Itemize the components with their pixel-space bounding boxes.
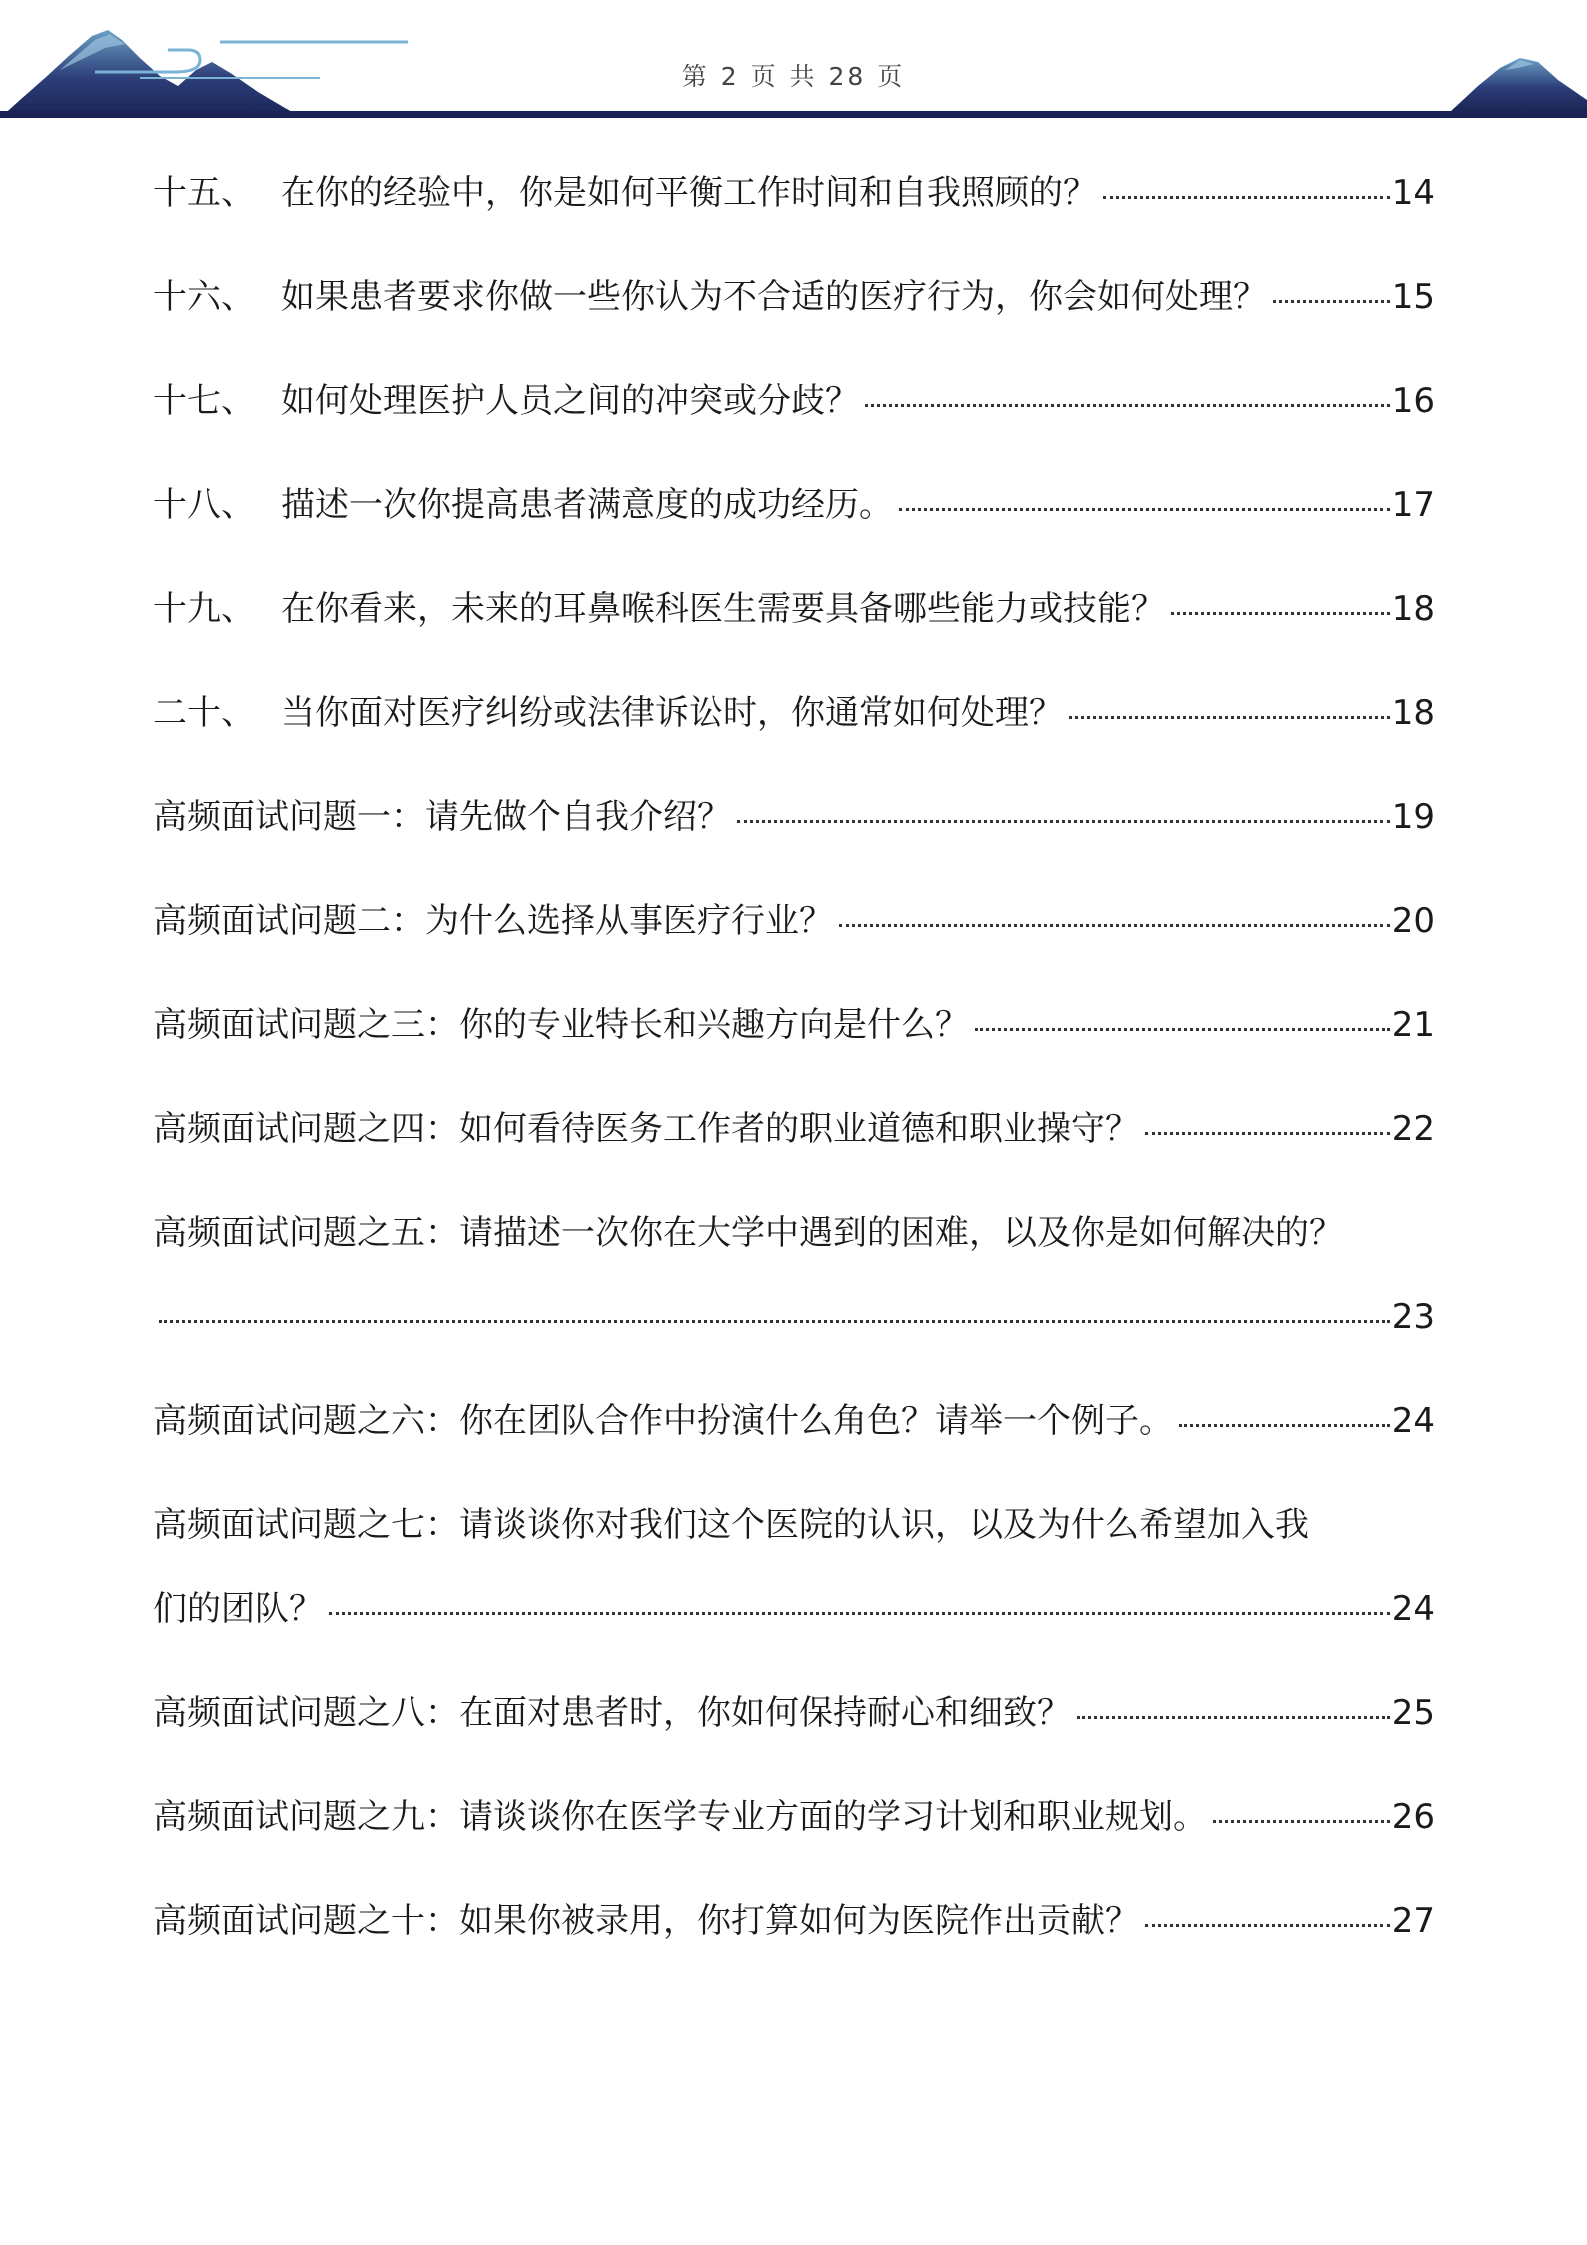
toc-entry-title: 高频面试问题之五：请描述一次你在大学中遇到的困难，以及你是如何解决的？	[153, 1213, 1343, 1253]
toc-entry-number: 二十、	[153, 693, 255, 733]
toc-entry[interactable]	[153, 1213, 1435, 1337]
page-number-label: 第 2 页 共 28 页	[681, 62, 906, 91]
toc-entry-number: 十八、	[153, 485, 255, 525]
toc-leader-dots	[1213, 1820, 1390, 1823]
toc-leader-dots	[899, 508, 1390, 511]
page-header	[0, 0, 1587, 125]
toc-entry-title-continued: 们的团队？	[153, 1589, 323, 1629]
toc-entry-number: 十七、	[153, 381, 255, 421]
toc-leader-dots	[1171, 612, 1390, 615]
toc-entry-title: 高频面试问题之九：请谈谈你在医学专业方面的学习计划和职业规划。	[153, 1797, 1207, 1837]
toc-entry-title: 高频面试问题之十：如果你被录用，你打算如何为医院作出贡献？	[153, 1901, 1139, 1941]
toc-entry[interactable]	[153, 1109, 1435, 1149]
toc-entry-page: 20	[1391, 901, 1435, 941]
toc-entry[interactable]	[153, 1005, 1435, 1045]
toc-entry-page: 18	[1391, 693, 1435, 733]
toc-entry-title: 如何处理医护人员之间的冲突或分歧？	[281, 381, 859, 421]
toc-leader-dots	[975, 1028, 1390, 1031]
toc-entry[interactable]	[153, 589, 1435, 629]
toc-entry-page: 24	[1391, 1401, 1435, 1441]
toc-leader-dots	[1069, 716, 1390, 719]
toc-entry-number: 十六、	[153, 277, 255, 317]
toc-entry-title: 高频面试问题之三：你的专业特长和兴趣方向是什么？	[153, 1005, 969, 1045]
toc-entry-title: 高频面试问题二：为什么选择从事医疗行业？	[153, 901, 833, 941]
toc-leader-dots	[329, 1612, 1390, 1615]
toc-entry-number: 十五、	[153, 173, 255, 213]
toc-entry-page: 27	[1391, 1901, 1435, 1941]
toc-entry[interactable]	[153, 901, 1435, 941]
toc-leader-dots	[1077, 1716, 1390, 1719]
toc-leader-dots	[1179, 1424, 1390, 1427]
toc-entry-title: 高频面试问题一：请先做个自我介绍？	[153, 797, 731, 837]
toc-entry[interactable]	[153, 485, 1435, 525]
toc-entry[interactable]	[153, 1401, 1435, 1441]
toc-entry-title: 高频面试问题之七：请谈谈你对我们这个医院的认识，以及为什么希望加入我	[153, 1505, 1309, 1545]
toc-entry-number: 十九、	[153, 589, 255, 629]
toc-leader-dots	[865, 404, 1390, 407]
toc-entry-title: 描述一次你提高患者满意度的成功经历。	[281, 485, 893, 525]
toc-entry[interactable]	[153, 797, 1435, 837]
toc-leader-dots	[737, 820, 1390, 823]
toc-entry[interactable]	[153, 1901, 1435, 1941]
toc-entry-page: 14	[1391, 173, 1435, 213]
toc-entry[interactable]	[153, 277, 1435, 317]
toc-entry[interactable]	[153, 1797, 1435, 1837]
toc-leader-dots	[1145, 1924, 1390, 1927]
toc-entry[interactable]	[153, 693, 1435, 733]
toc-entry-page: 26	[1391, 1797, 1435, 1837]
toc-entry-title: 如果患者要求你做一些你认为不合适的医疗行为，你会如何处理？	[281, 277, 1267, 317]
toc-entry-page: 22	[1391, 1109, 1435, 1149]
toc-entry-title: 高频面试问题之四：如何看待医务工作者的职业道德和职业操守？	[153, 1109, 1139, 1149]
toc-leader-dots	[1273, 300, 1390, 303]
toc-entry[interactable]	[153, 381, 1435, 421]
toc-entry-page: 21	[1391, 1005, 1435, 1045]
toc-entry-title: 当你面对医疗纠纷或法律诉讼时，你通常如何处理？	[281, 693, 1063, 733]
toc-entry-page: 16	[1391, 381, 1435, 421]
toc-entry-page: 23	[1391, 1297, 1435, 1337]
toc-leader-dots	[839, 924, 1390, 927]
toc-entry[interactable]	[153, 1505, 1435, 1629]
toc-entry-page: 17	[1391, 485, 1435, 525]
toc-leader-dots	[1103, 196, 1390, 199]
toc-entry-title: 高频面试问题之八：在面对患者时，你如何保持耐心和细致？	[153, 1693, 1071, 1733]
toc-entry[interactable]	[153, 173, 1435, 213]
toc-entry-title: 在你的经验中，你是如何平衡工作时间和自我照顾的？	[281, 173, 1097, 213]
toc-leader-dots	[1145, 1132, 1390, 1135]
toc-entry-page: 19	[1391, 797, 1435, 837]
toc-entry-page: 18	[1391, 589, 1435, 629]
toc-entry-title: 高频面试问题之六：你在团队合作中扮演什么角色？请举一个例子。	[153, 1401, 1173, 1441]
toc-entry-page: 15	[1391, 277, 1435, 317]
toc-entry-page: 25	[1391, 1693, 1435, 1733]
toc-leader-dots	[159, 1320, 1390, 1323]
toc-entry[interactable]	[153, 1693, 1435, 1733]
toc-entry-page: 24	[1391, 1589, 1435, 1629]
toc-entry-title: 在你看来，未来的耳鼻喉科医生需要具备哪些能力或技能？	[281, 589, 1165, 629]
